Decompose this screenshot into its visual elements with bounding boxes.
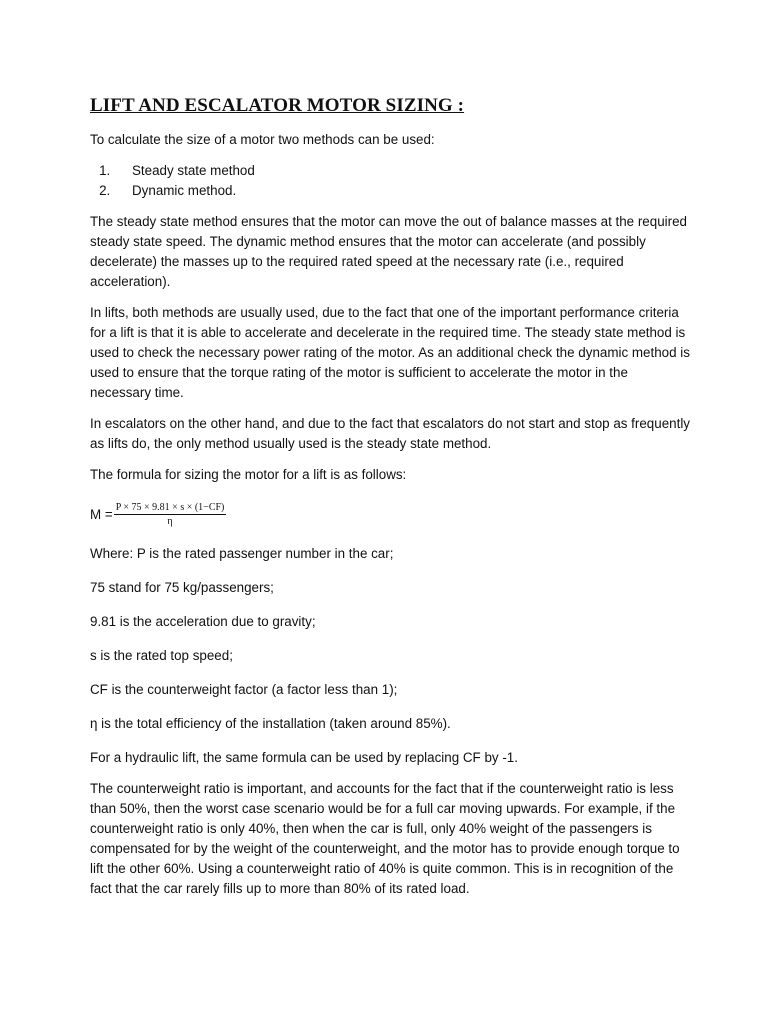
formula-numerator: P × 75 × 9.81 × s × (1−CF) xyxy=(115,501,225,513)
lifts-paragraph: In lifts, both methods are usually used, due to the fact that one of the important performance criteria for a lift is that it is able to accelerate and decelerate in the required time. The steady state method is used to check the necessary power rating of the motor. As an additional check the dynamic method is used to ensure that the torque rating of the motor is sufficient to accelerate the motor in the necessary time. xyxy=(90,305,690,400)
counterweight-paragraph: The counterweight ratio is important, and accounts for the fact that if the counterweight ratio is less than 50%, then the worst case scenario would be for a full car moving upwards. For example, if the counterweight ratio is only 40%, then when the car is full, only 40% weight of the passengers is compensated for by the weight of the counterweight, and the motor has to provide enough torque to lift the other 60%. Using a counterweight ratio of 40% is quite common. This is in recognition of the fact that the car rarely fills up to more than 80% of its rated load. xyxy=(90,781,680,896)
methods-paragraph: The steady state method ensures that the motor can move the out of balance masses at the required steady state speed. The dynamic method ensures that the motor can accelerate (and possibly decelerate) the masses up to the required rated speed at the necessary rate (i.e., required acceleration). xyxy=(90,214,687,289)
list-item: 2. Dynamic method. xyxy=(114,181,690,201)
definition-line: 75 stand for 75 kg/passengers; xyxy=(90,580,274,595)
formula-fraction xyxy=(114,502,227,527)
definition-line: Where: P is the rated passenger number in the car; xyxy=(90,546,394,561)
methods-list xyxy=(90,161,690,201)
list-item: 1. Steady state method xyxy=(114,161,690,181)
document-title: LIFT AND ESCALATOR MOTOR SIZING : xyxy=(90,95,465,116)
hydraulic-paragraph: For a hydraulic lift, the same formula can be used by replacing CF by -1. xyxy=(90,750,518,765)
formula-intro: The formula for sizing the motor for a lift is as follows: xyxy=(90,467,407,482)
definition-line: 9.81 is the acceleration due to gravity; xyxy=(90,614,316,629)
definition-line: CF is the counterweight factor (a factor less than 1); xyxy=(90,682,398,697)
escalators-paragraph: In escalators on the other hand, and due to the fact that escalators do not start and stop as frequently as lifts do, the only method usually used is the steady state method. xyxy=(90,416,690,451)
motor-sizing-formula xyxy=(90,496,690,532)
formula-lhs: M = xyxy=(90,506,113,522)
definition-line: η is the total efficiency of the installation (taken around 85%). xyxy=(90,716,451,731)
intro-paragraph: To calculate the size of a motor two methods can be used: xyxy=(90,132,435,147)
formula-denominator: η xyxy=(167,515,173,527)
definition-line: s is the rated top speed; xyxy=(90,648,233,663)
document-body xyxy=(90,94,690,910)
